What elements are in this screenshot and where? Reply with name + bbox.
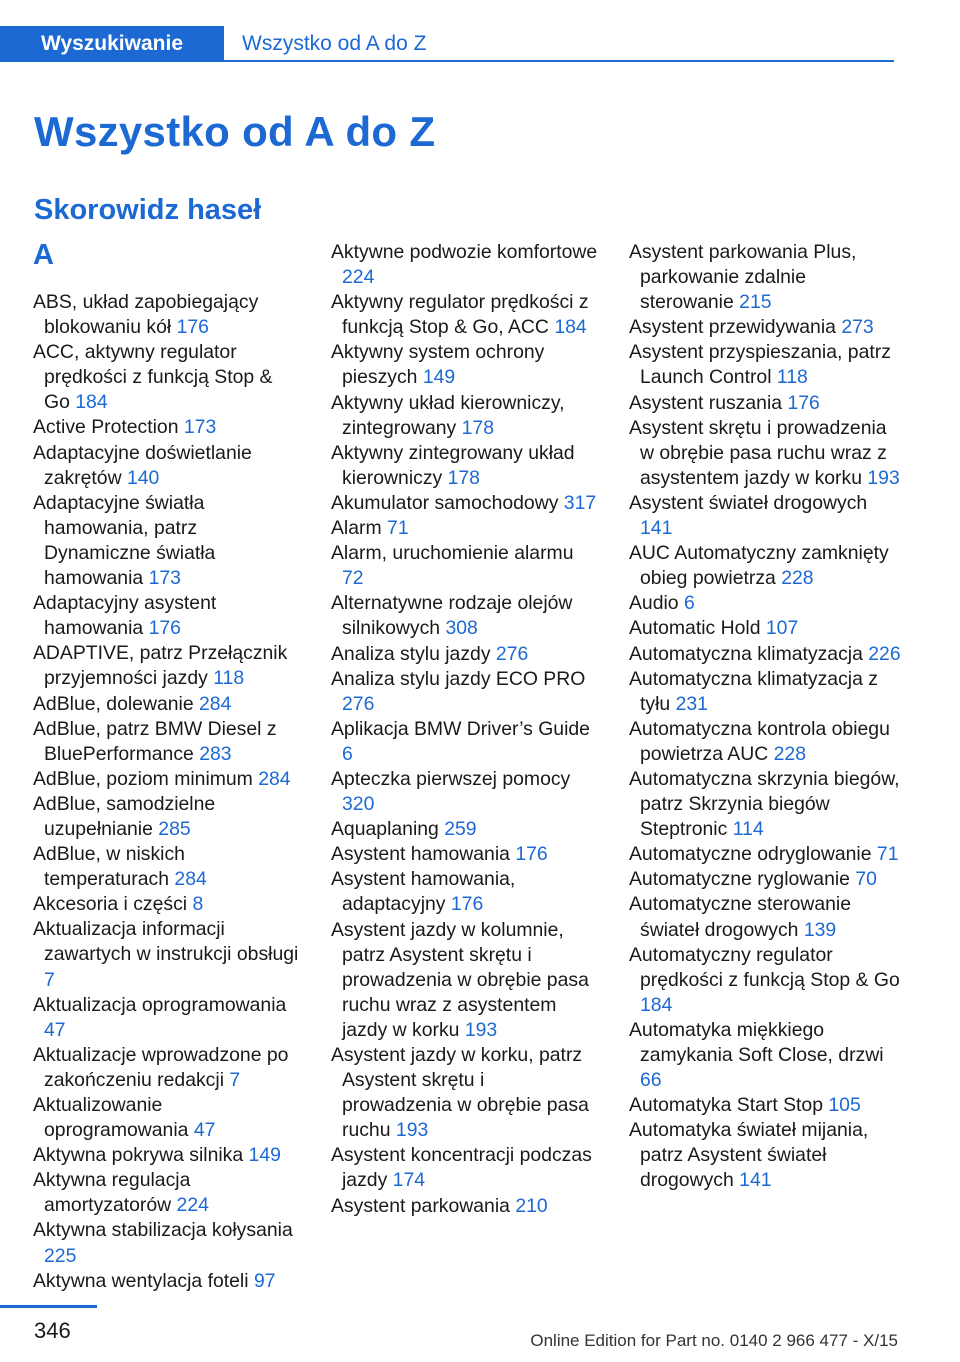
tab-search[interactable]: Wyszukiwanie xyxy=(0,26,224,62)
entry-text: Alarm, uruchomienie alarmu xyxy=(331,542,574,565)
entry-text: Asystent ruszania xyxy=(629,391,788,414)
entry-text: Asystent przyspieszania, patrz Launch Control xyxy=(629,341,891,389)
index-entry xyxy=(331,240,599,290)
index-entry xyxy=(331,918,599,1043)
index-entry xyxy=(33,1218,301,1268)
index-entry xyxy=(33,1043,301,1093)
index-entry xyxy=(629,892,901,942)
entry-text: AdBlue, w niskich temperaturach xyxy=(33,843,185,891)
index-entry xyxy=(331,842,599,867)
entry-text: Asystent parkowania Plus, parkowanie zdalnie sterowanie xyxy=(629,241,857,314)
entry-text: Aktualizacja informacji zawartych w instrukcji obsługi xyxy=(33,918,299,966)
entry-text: Aktualizacje wprowadzone po zakończeniu redakcji xyxy=(33,1043,289,1091)
entry-text: AdBlue, patrz BMW Diesel z BluePerformance xyxy=(33,717,277,765)
index-entry xyxy=(33,591,301,641)
page-link[interactable]: 224 xyxy=(176,1194,209,1217)
page-link[interactable]: 317 xyxy=(563,491,597,514)
index-entry xyxy=(629,416,901,491)
page-link[interactable]: 8 xyxy=(192,893,204,916)
index-entry xyxy=(331,441,599,491)
page-link[interactable]: 176 xyxy=(450,893,484,916)
page-link[interactable]: 141 xyxy=(640,517,673,540)
entry-text: Asystent przewidywania xyxy=(629,316,842,339)
entry-text: Adaptacyjny asystent hamowania xyxy=(33,592,217,640)
index-entry xyxy=(629,591,901,616)
entry-text: Automatic Hold xyxy=(629,617,766,640)
entry-text: Asystent skrętu i prowadzenia w obrębie pasa ruchu wraz z asystentem jazdy w korku xyxy=(629,416,887,489)
index-entry xyxy=(33,1093,301,1143)
index-entry xyxy=(331,591,599,641)
page-link[interactable]: 224 xyxy=(342,266,375,289)
page-link[interactable]: 114 xyxy=(732,818,764,841)
page-link[interactable]: 184 xyxy=(75,391,108,414)
page-link[interactable]: 273 xyxy=(841,316,874,339)
entry-text: Aplikacja BMW Driver’s Guide xyxy=(331,717,590,740)
page-link[interactable]: 226 xyxy=(868,642,901,665)
header-bar xyxy=(0,0,960,62)
entry-text: Automatyczny regulator prędkości z funkcją Stop & Go xyxy=(629,943,900,991)
index-entry xyxy=(33,842,301,892)
page-link[interactable]: 176 xyxy=(787,391,820,414)
entry-text: Asystent koncentracji podczas jazdy xyxy=(331,1144,592,1192)
entry-text: Automatyka miękkiego zamykania Soft Close, drzwi xyxy=(629,1018,884,1066)
entry-text: Active Protection xyxy=(33,416,184,439)
entry-text: Asystent hamowania, adaptacyjny xyxy=(331,868,516,916)
page-link[interactable]: 259 xyxy=(444,818,477,841)
entry-text: Analiza stylu jazdy ECO PRO xyxy=(331,667,586,690)
index-entry xyxy=(629,1118,901,1193)
page-link[interactable]: 174 xyxy=(392,1169,426,1192)
entry-text: Asystent jazdy w korku, patrz Asystent skrętu i prowadzenia w obrębie pasa ruchu xyxy=(331,1044,589,1142)
index-entry xyxy=(331,491,599,516)
entry-text: Aktywna stabilizacja kołysania xyxy=(33,1219,293,1242)
page-link[interactable]: 71 xyxy=(387,517,409,540)
entry-text: Automatyczne ryglowanie xyxy=(629,868,856,891)
page-link[interactable]: 320 xyxy=(342,793,375,816)
index-entry xyxy=(629,667,901,717)
page-link[interactable]: 118 xyxy=(776,366,808,389)
index-entry xyxy=(629,717,901,767)
entry-text: Automatyczna kontrola obiegu powietrza AUC xyxy=(629,717,890,765)
page-link[interactable]: 228 xyxy=(781,567,814,590)
index-entry xyxy=(629,867,901,892)
index-entry xyxy=(33,993,301,1043)
page-link[interactable]: 308 xyxy=(445,617,478,640)
entry-text: Aktualizowanie oprogramowania xyxy=(33,1094,194,1142)
page-number: 346 xyxy=(34,1318,71,1343)
entry-text: Alarm xyxy=(331,517,388,540)
index-entry xyxy=(629,943,901,1018)
page-link[interactable]: 6 xyxy=(342,742,353,765)
entry-text: Akumulator samochodowy xyxy=(331,491,564,514)
index-column-3 xyxy=(629,240,901,1194)
entry-text: AdBlue, samodzielne uzupełnianie xyxy=(33,792,216,840)
page-link[interactable]: 149 xyxy=(422,366,456,389)
entry-text: ACC, aktywny regulator prędkości z funkcją Stop & Go xyxy=(33,341,273,414)
index-entry xyxy=(331,767,599,817)
index-entry xyxy=(331,717,599,767)
page-link[interactable]: 285 xyxy=(158,817,191,840)
index-entry xyxy=(33,491,301,591)
entry-text: Akcesoria i części xyxy=(33,893,193,916)
entry-text: Automatyka Start Stop xyxy=(629,1094,829,1117)
page-link[interactable]: 141 xyxy=(739,1169,772,1192)
tab-a-to-z[interactable]: Wszystko od A do Z xyxy=(242,32,427,55)
index-entry xyxy=(331,541,599,591)
page-link[interactable]: 97 xyxy=(253,1269,276,1292)
entry-text: Automatyczne odryglowanie xyxy=(629,843,877,866)
entry-text: Audio xyxy=(629,592,684,615)
entry-text: Aktywny regulator prędkości z funkcją Stop & Go, ACC xyxy=(331,291,589,339)
page-link[interactable]: 193 xyxy=(395,1119,429,1142)
page-link[interactable]: 284 xyxy=(199,692,232,715)
entry-text: Automatyczna skrzynia biegów, patrz Skrzynia biegów Steptronic xyxy=(629,767,900,841)
index-entry xyxy=(331,1143,599,1193)
index-entry xyxy=(629,491,901,541)
entry-text: Asystent jazdy w kolumnie, patrz Asystent skrętu i prowadzenia w obrębie pasa ruchu wraz z asystentem jazdy w korku xyxy=(331,918,589,1041)
page-link[interactable]: 210 xyxy=(515,1194,548,1217)
index-entry xyxy=(33,641,301,691)
entry-text: Analiza stylu jazdy xyxy=(331,642,496,665)
entry-text: Automatyczna klimatyzacja z tyłu xyxy=(629,667,878,715)
page-link[interactable]: 149 xyxy=(248,1144,281,1167)
entry-text: AUC Automatyczny zamknięty obieg powietrza xyxy=(629,542,889,590)
index-entry xyxy=(33,415,301,440)
entry-text: Aktywny system ochrony pieszych xyxy=(331,341,545,389)
index-entry xyxy=(629,842,901,867)
entry-text: Aktywna pokrywa silnika xyxy=(33,1144,249,1167)
page-link[interactable]: 178 xyxy=(461,416,494,439)
index-entry xyxy=(33,692,301,717)
index-entry xyxy=(629,240,901,315)
page-link[interactable]: 173 xyxy=(183,416,217,439)
page-link[interactable]: 6 xyxy=(683,592,695,615)
entry-text: Asystent hamowania xyxy=(331,843,516,866)
index-entry xyxy=(629,391,901,416)
entry-text: Alternatywne rodzaje olejów silnikowych xyxy=(331,592,573,640)
index-entry xyxy=(629,315,901,340)
page-link[interactable]: 176 xyxy=(148,617,181,640)
entry-text: ABS, układ zapobiegający blokowaniu kół xyxy=(33,291,259,339)
index-entry xyxy=(331,290,599,340)
index-entry xyxy=(331,516,599,541)
entry-text: Automatyka świateł mijania, patrz Asystent świateł drogowych xyxy=(629,1119,869,1192)
index-entry xyxy=(33,792,301,842)
index-column-2 xyxy=(331,240,599,1219)
entry-text: Apteczka pierwszej pomocy xyxy=(331,767,571,790)
index-entry xyxy=(33,1168,301,1218)
index-subtitle: Skorowidz haseł xyxy=(34,194,262,226)
page-link[interactable]: 276 xyxy=(342,692,375,715)
entry-text: Aktywne podwozie komfortowe xyxy=(331,241,598,263)
index-entry xyxy=(629,1018,901,1093)
entry-text: Aktywna regulacja amortyzatorów xyxy=(33,1169,191,1217)
footer-divider xyxy=(0,1305,97,1308)
entry-text: ADAPTIVE, patrz Przełącznik przyjemności jazdy xyxy=(33,642,288,690)
index-entry xyxy=(33,917,301,992)
index-entry xyxy=(629,541,901,591)
page-link[interactable]: 70 xyxy=(855,868,877,891)
page-link[interactable]: 215 xyxy=(739,291,772,314)
page-title: Wszystko od A do Z xyxy=(34,108,436,155)
page-link[interactable]: 193 xyxy=(464,1018,498,1041)
index-entry xyxy=(33,717,301,767)
page-link[interactable]: 140 xyxy=(126,466,160,489)
index-entry xyxy=(33,340,301,415)
page-link[interactable]: 71 xyxy=(876,843,899,866)
page-link[interactable]: 72 xyxy=(342,567,364,590)
page-link[interactable]: 283 xyxy=(199,742,232,765)
page-link[interactable]: 7 xyxy=(44,968,55,991)
index-entry xyxy=(331,642,599,667)
page-link[interactable]: 139 xyxy=(803,918,837,941)
page-link[interactable]: 47 xyxy=(44,1018,66,1041)
page-link[interactable]: 173 xyxy=(148,567,181,590)
entry-text: AdBlue, dolewanie xyxy=(33,692,200,715)
entry-text: Automatyczne sterowanie świateł drogowych xyxy=(629,893,852,941)
index-entry xyxy=(33,441,301,491)
entry-text: Adaptacyjne światła hamowania, patrz Dynamiczne światła hamowania xyxy=(33,491,216,590)
page-link[interactable]: 118 xyxy=(213,667,245,690)
page-link[interactable]: 105 xyxy=(828,1094,861,1117)
entry-text: Aktywna wentylacja foteli xyxy=(33,1269,254,1292)
index-entry xyxy=(331,1194,599,1219)
index-entry xyxy=(629,616,901,641)
index-entry xyxy=(33,892,301,917)
entry-text: Aktualizacja oprogramowania xyxy=(33,993,287,1016)
index-column-1 xyxy=(33,240,301,1294)
index-entry xyxy=(629,642,901,667)
index-entry xyxy=(33,1269,301,1294)
index-entry xyxy=(331,391,599,441)
entry-text: Adaptacyjne doświetlanie zakrętów xyxy=(33,441,252,489)
page-link[interactable]: 66 xyxy=(640,1069,662,1092)
entry-text: Aktywny zintegrowany układ kierowniczy xyxy=(331,441,575,489)
entry-text: Automatyczna klimatyzacja xyxy=(629,642,869,665)
index-entry xyxy=(33,767,301,792)
entry-text: Aquaplaning xyxy=(331,818,445,841)
page-link[interactable]: 228 xyxy=(773,742,806,765)
page-link[interactable]: 176 xyxy=(176,316,209,339)
entry-text: AdBlue, poziom minimum xyxy=(33,767,259,790)
index-entry xyxy=(33,1143,301,1168)
index-entry xyxy=(33,290,301,340)
footer-edition: Online Edition for Part no. 0140 2 966 477 - X/15 xyxy=(530,1331,898,1350)
page-link[interactable]: 184 xyxy=(640,993,673,1016)
page-link[interactable]: 178 xyxy=(447,466,480,489)
index-entry xyxy=(629,767,901,842)
page-link[interactable]: 284 xyxy=(258,767,291,790)
page-link[interactable]: 184 xyxy=(554,316,587,339)
index-letter: A xyxy=(33,239,54,271)
page-link[interactable]: 176 xyxy=(515,843,548,866)
index-entry xyxy=(629,1093,901,1118)
page-link[interactable]: 225 xyxy=(44,1244,77,1267)
page-link[interactable]: 7 xyxy=(229,1068,241,1091)
page-link[interactable]: 276 xyxy=(495,642,529,665)
index-entry xyxy=(629,340,901,390)
entry-text: Asystent parkowania xyxy=(331,1194,516,1217)
entry-text: Aktywny układ kierowniczy, zintegrowany xyxy=(331,391,565,439)
index-entry xyxy=(331,1043,599,1143)
index-entry xyxy=(331,867,599,917)
page-link[interactable]: 193 xyxy=(867,466,900,489)
page-link[interactable]: 284 xyxy=(174,868,207,891)
index-entry xyxy=(331,667,599,717)
entry-text: Asystent świateł drogowych xyxy=(629,491,868,514)
header-divider xyxy=(224,60,894,62)
page-link[interactable]: 231 xyxy=(675,692,708,715)
page-link[interactable]: 47 xyxy=(193,1119,216,1142)
page-link[interactable]: 107 xyxy=(765,617,799,640)
index-entry xyxy=(331,340,599,390)
index-entry xyxy=(331,817,599,842)
